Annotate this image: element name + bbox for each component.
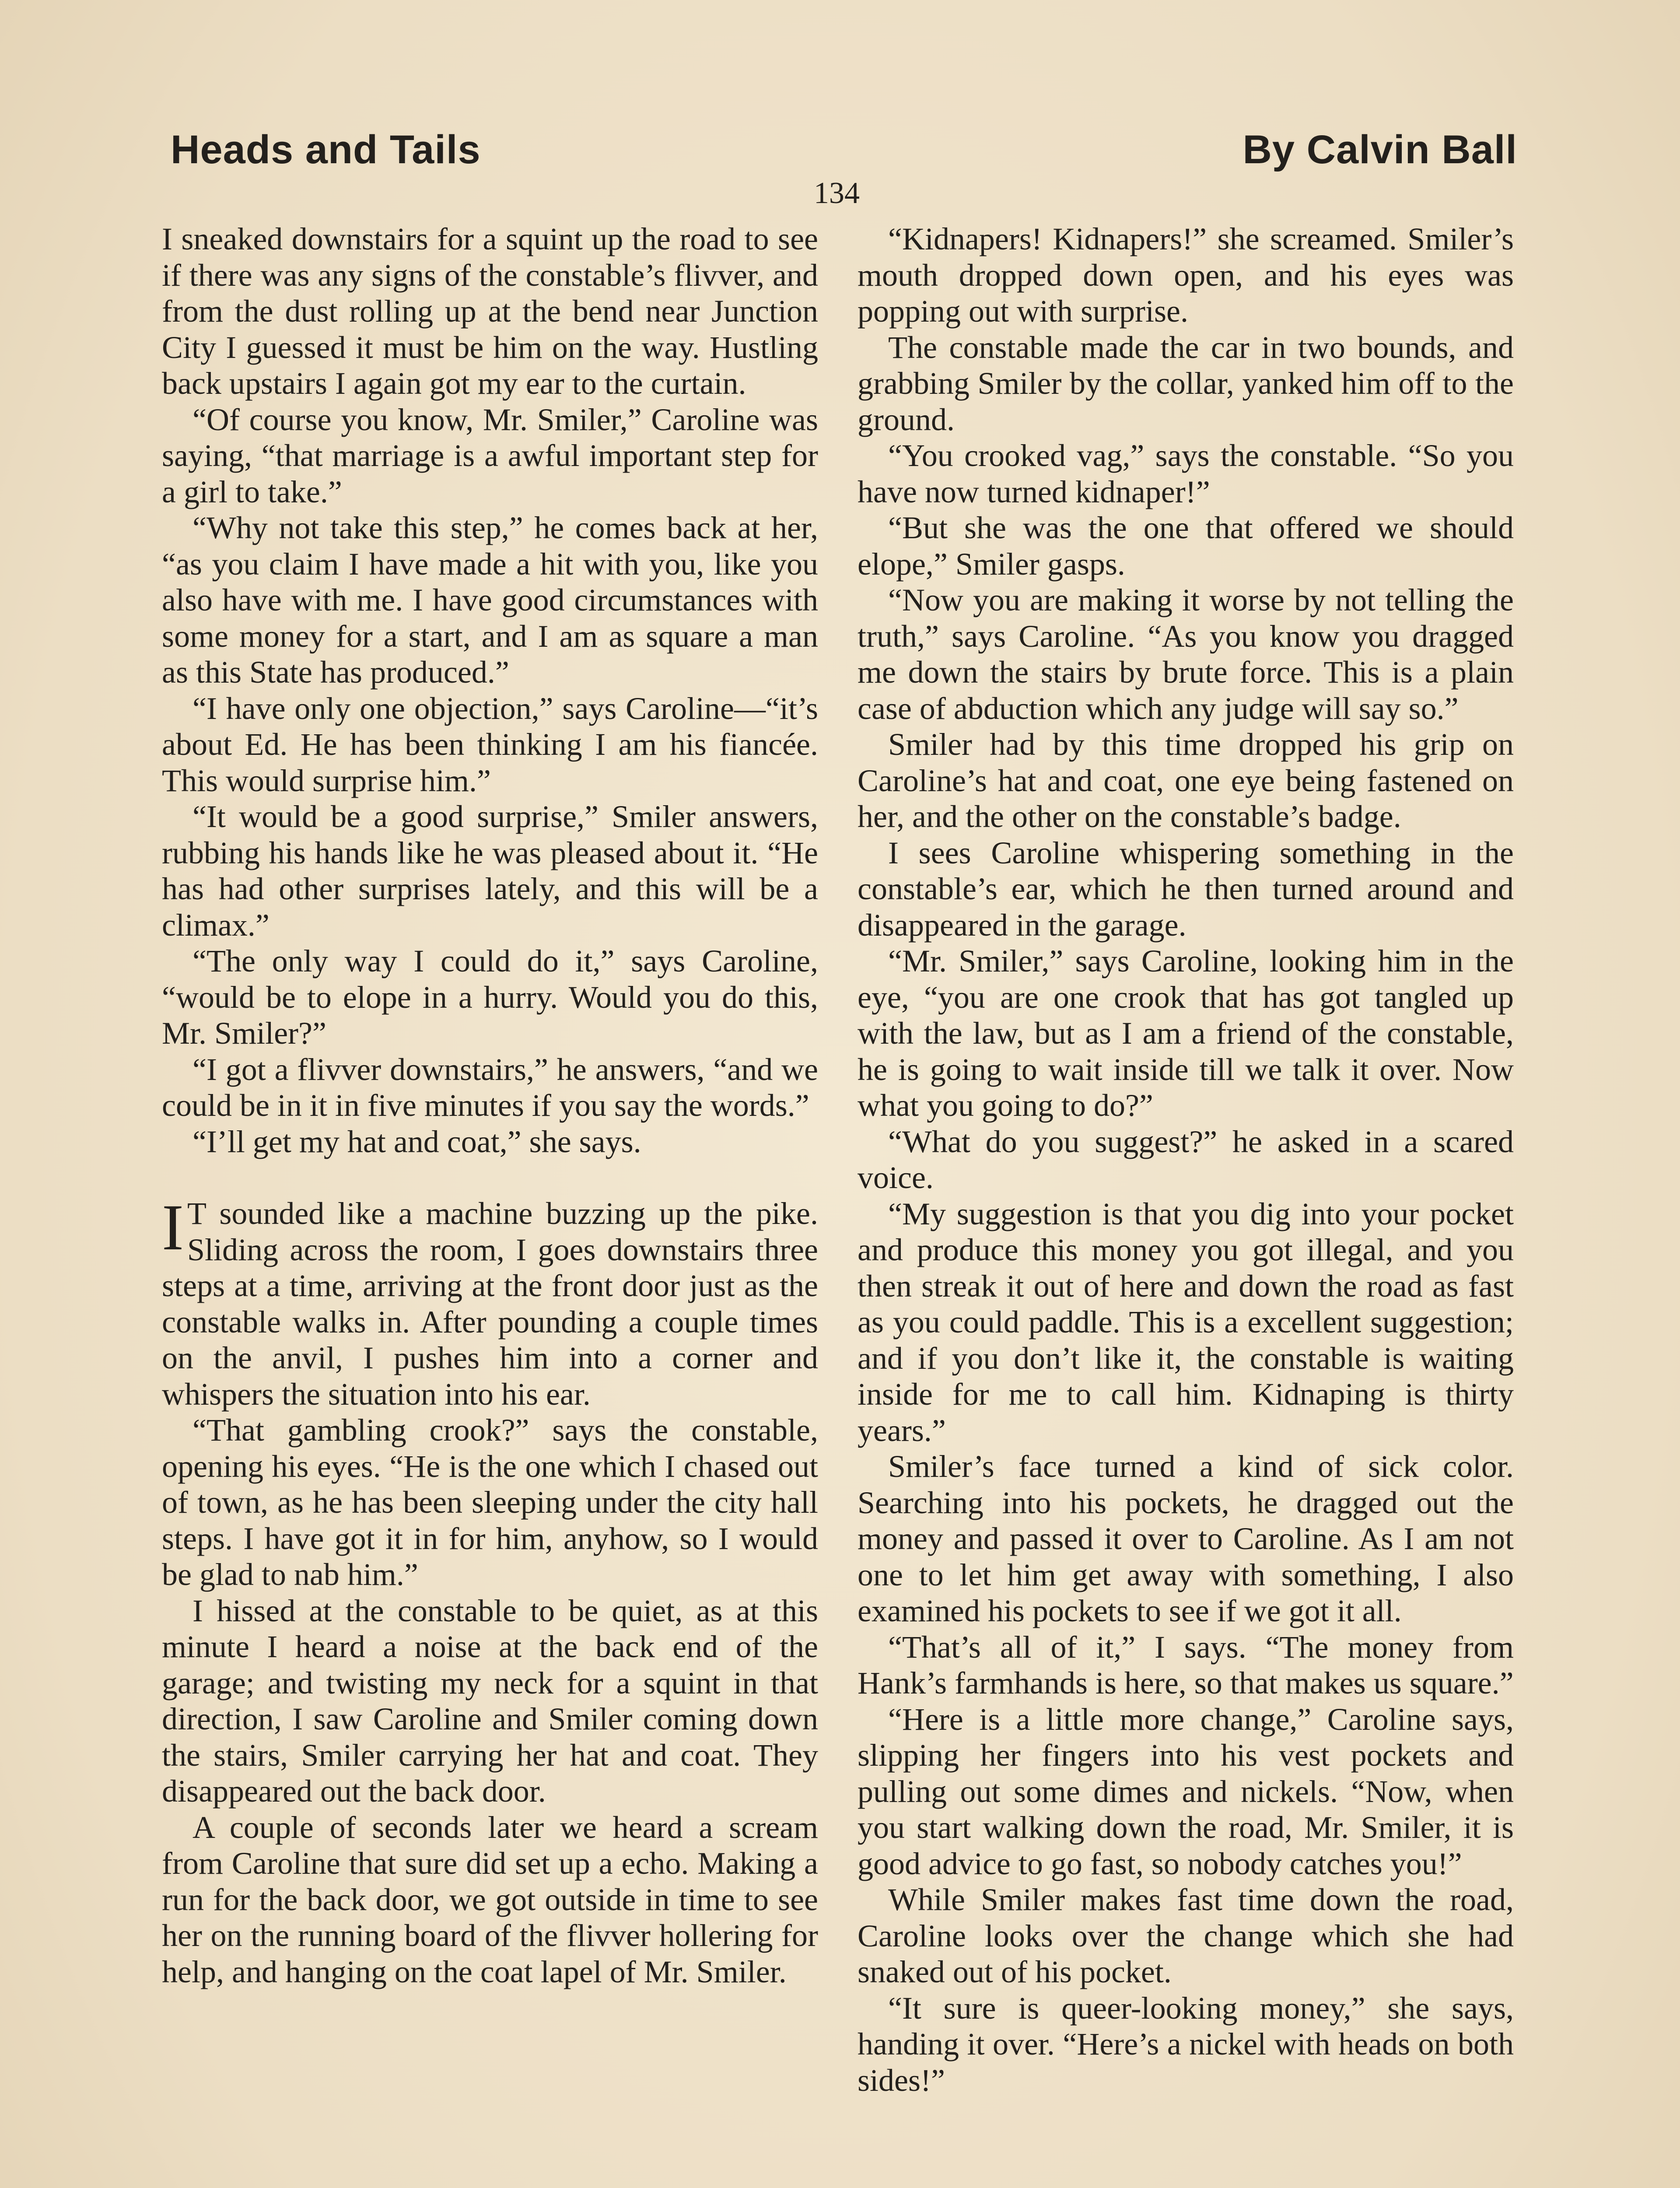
paragraph: “That gambling crook?” says the constable, opening his eyes. “He is the one which I chased out of town, as he has been sleeping under the city hall steps. I have got it in for him, anyhow, so I would be glad to nab him.” — [162, 1413, 818, 1592]
paragraph: “Why not take this step,” he comes back at her, “as you claim I have made a hit with you, like you also have with me. I have good circumstances with some money for a start, and I am as square a man as this State has produced.” — [162, 510, 818, 690]
paragraph: “What do you suggest?” he asked in a scared voice. — [858, 1124, 1514, 1195]
page-number: 134 — [814, 176, 860, 210]
paragraph: “My suggestion is that you dig into your pocket and produce this money you got illegal, and you then streak it out of here and down the road as fast as you could paddle. This is a excellent suggestion; and if you don’t like it, the constable is waiting inside for me to call him. Kidnaping is thirty years.” — [858, 1196, 1514, 1448]
paragraph: “Kidnapers! Kidnapers!” she screamed. Smiler’s mouth dropped down open, and his eyes was popping out with surprise. — [858, 221, 1514, 329]
left-column — [162, 221, 818, 1990]
story-title: Heads and Tails — [171, 127, 481, 172]
paragraph: A couple of seconds later we heard a scream from Caroline that sure did set up a echo. Making a run for the back door, we got outside in time to see her on the running board of the flivver hollering for help, and hanging on the coat lapel of Mr. Smiler. — [162, 1809, 818, 1989]
paragraph: “That’s all of it,” I says. “The money from Hank’s farmhands is here, so that makes us square.” — [858, 1629, 1514, 1701]
paragraph: “Of course you know, Mr. Smiler,” Caroline was saying, “that marriage is a awful important step for a girl to take.” — [162, 402, 818, 509]
paragraph: I hissed at the constable to be quiet, as at this minute I heard a noise at the back end of the garage; and twisting my neck for a squint in that direction, I saw Caroline and Smiler coming down the stairs, Smiler carrying her hat and coat. They disappeared out the back door. — [162, 1593, 818, 1809]
paragraph: “Here is a little more change,” Caroline says, slipping her fingers into his vest pockets and pulling out some dimes and nickels. “Now, when you start walking down the road, Mr. Smiler, it is good advice to go fast, so nobody catches you!” — [858, 1701, 1514, 1881]
paragraph: “I got a flivver downstairs,” he answers, “and we could be in it in five minutes if you say the words.” — [162, 1052, 818, 1123]
paragraph: “But she was the one that offered we should elope,” Smiler gasps. — [858, 510, 1514, 582]
paragraph: “Now you are making it worse by not telling the truth,” says Caroline. “As you know you dragged me down the stairs by brute force. This is a plain case of abduction which any judge will say so.” — [858, 582, 1514, 726]
paragraph: I sneaked downstairs for a squint up the road to see if there was any signs of the constable’s flivver, and from the dust rolling up at the bend near Junction City I guessed it must be him on the way. Hustling back upstairs I again got my ear to the curtain. — [162, 221, 818, 401]
paragraph: “I’ll get my hat and coat,” she says. — [192, 1124, 641, 1159]
paragraph: “Mr. Smiler,” says Caroline, looking him in the eye, “you are one crook that has got tangled up with the law, but as I am a friend of the constable, he is going to wait inside till we talk it over. Now what you going to do?” — [858, 943, 1514, 1123]
paragraph: “The only way I could do it,” says Caroline, “would be to elope in a hurry. Would you do this, Mr. Smiler?” — [162, 943, 818, 1051]
paragraph: Smiler’s face turned a kind of sick color. Searching into his pockets, he dragged out the money and passed it over to Caroline. As I am not one to let him get away with something, I also examined his pockets to see if we got it all. — [858, 1449, 1514, 1628]
right-column — [858, 221, 1514, 2098]
paragraph: Smiler had by this time dropped his grip on Caroline’s hat and coat, one eye being fastened on her, and the other on the constable’s badge. — [858, 727, 1514, 834]
paragraph-text: T sounded like a machine buzzing up the pike. Sliding across the room, I goes downstairs three steps at a time, arriving at the front door just as the constable walks in. After pounding a couple times on the anvil, I pushes him into a corner and whispers the situation into his ear. — [162, 1196, 818, 1412]
drop-cap: I — [162, 1191, 184, 1264]
paragraph: The constable made the car in two bounds, and grabbing Smiler by the collar, yanked him off to the ground. — [858, 330, 1514, 437]
paragraph: “You crooked vag,” says the constable. “So you have now turned kidnaper!” — [858, 438, 1514, 509]
author-byline: By Calvin Ball — [1242, 127, 1517, 172]
paragraph: “I have only one objection,” says Caroline—“it’s about Ed. He has been thinking I am his fiancée. This would surprise him.” — [162, 691, 818, 798]
paragraph: I sees Caroline whispering something in the constable’s ear, which he then turned around and disappeared in the garage. — [858, 835, 1514, 943]
section-paragraph — [162, 1191, 818, 1412]
paragraph: “It would be a good surprise,” Smiler answers, rubbing his hands like he was pleased about it. “He has had other surprises lately, and this will be a climax.” — [162, 799, 818, 943]
paragraph: “It sure is queer-looking money,” she says, handing it over. “Here’s a nickel with heads on both sides!” — [858, 1990, 1514, 2098]
paragraph: While Smiler makes fast time down the road, Caroline looks over the change which she had snaked out of his pocket. — [858, 1882, 1514, 1989]
